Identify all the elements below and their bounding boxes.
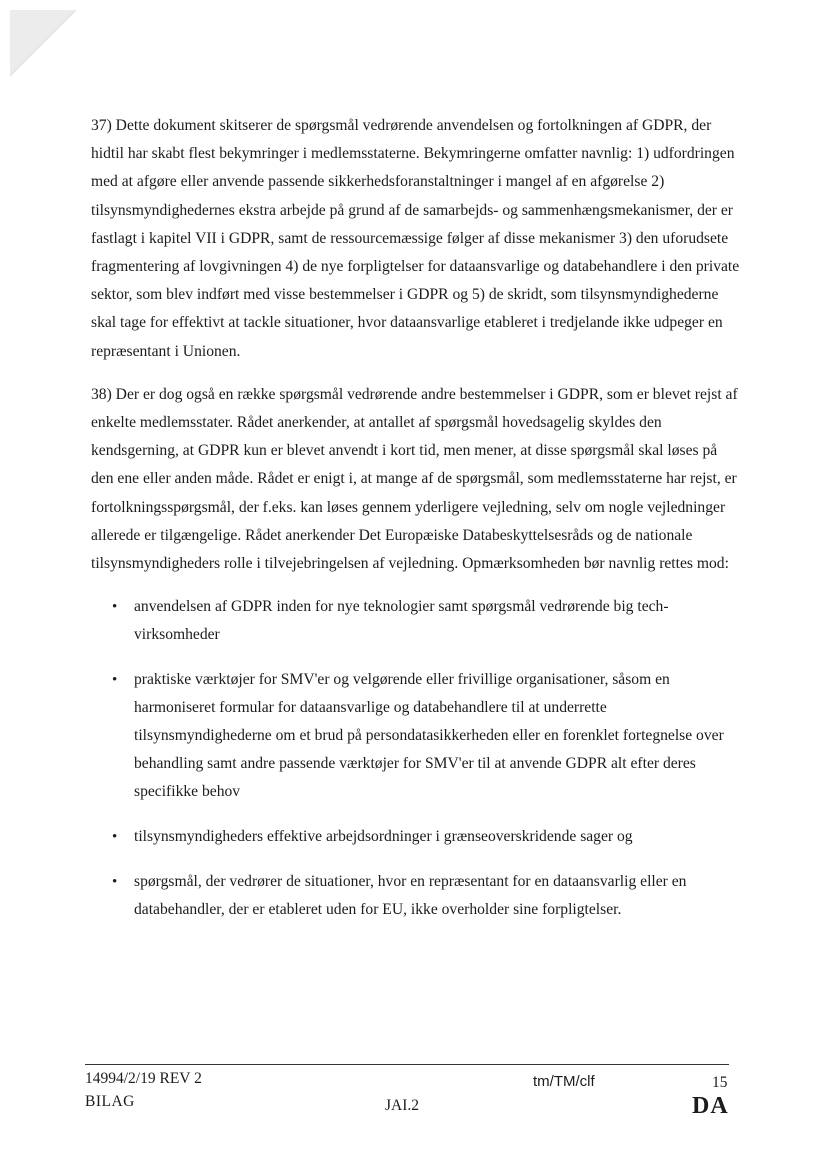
document-number: 14994/2/19 REV 2 — [85, 1070, 202, 1087]
list-item — [91, 823, 741, 851]
language-code: DA — [692, 1093, 729, 1119]
author-code: tm/TM/clf — [533, 1073, 595, 1090]
unit-label: JAI.2 — [385, 1097, 420, 1114]
list-item-text: praktiske værktøjer for SMV'er og velgørende eller frivillige organisationer, såsom en harmoniseret formular for dataansvarlige og databehandlere til at underrette tilsynsmyndighederne om et brud på persondatasikkerheden eller en forenklet fortegnelse over behandling samt andre passende værktøjer for SMV'er til at anvende GDPR alt efter deres specifikke behov — [134, 671, 724, 801]
footer-divider — [85, 1064, 729, 1065]
document-body — [91, 112, 741, 941]
paragraph-37: 37) Dette dokument skitserer de spørgsmål vedrørende anvendelsen og fortolkningen af GDPR, der hidtil har skabt flest bekymringer i medlemsstaterne. Bekymringerne omfatter navnlig: 1) udfordringen med at afgøre eller anvende passende sikkerhedsforanstaltninger i mangel af en afgørelse 2) tilsynsmyndighedernes ekstra arbejde på grund af de samarbejds- og sammenhængsmekanismer, der er fastlagt i kapitel VII i GDPR, samt de ressourcemæssige følger af disse mekanismer 3) den uforudsete fragmentering af lovgivningen 4) de nye forpligtelser for dataansvarlige og databehandlere i den private sektor, som blev indført med visse bestemmelser i GDPR og 5) de skridt, som tilsynsmyndighederne skal tage for effektivt at tackle situationer, hvor dataansvarlige etableret i tredjelande ikke udpeger en repræsentant i Unionen. — [91, 117, 740, 360]
bullet-icon: • — [112, 874, 118, 891]
list-item — [91, 666, 741, 806]
list-item — [91, 593, 741, 649]
paragraph-38: 38) Der er dog også en række spørgsmål vedrørende andre bestemmelser i GDPR, som er blevet rejst af enkelte medlemsstater. Rådet anerkender, at antallet af spørgsmål hovedsagelig skyldes den kendsgerning, at GDPR kun er blevet anvendt i kort tid, men mener, at disse spørgsmål skal løses på den ene eller anden måde. Rådet er enigt i, at mange af de spørgsmål, som medlemsstaterne har rejst, er fortolkningsspørgsmål, der f.eks. kan løses gennem yderligere vejledning, selv om nogle vejledninger allerede er tilgængelige. Rådet anerkender Det Europæiske Databeskyttelsesråds og de nationale tilsynsmyndigheders rolle i tilvejebringelsen af vejledning. Opmærksomheden bør navnlig rettes mod: — [91, 385, 738, 573]
bullet-icon: • — [112, 672, 118, 689]
bullet-list — [91, 593, 741, 924]
list-item-text: spørgsmål, der vedrører de situationer, hvor en repræsentant for en dataansvarlig eller en databehandler, der er etableret uden for EU, ikke overholder sine forpligtelser. — [134, 873, 687, 919]
bullet-icon: • — [112, 599, 118, 616]
page-number: 15 — [712, 1074, 728, 1091]
bullet-icon: • — [112, 829, 118, 846]
page-corner-fold — [0, 0, 80, 80]
list-item-text: tilsynsmyndigheders effektive arbejdsordninger i grænseoverskridende sager og — [134, 828, 633, 846]
list-item-text: anvendelsen af GDPR inden for nye teknologier samt spørgsmål vedrørende big tech-virksomheder — [134, 598, 669, 644]
annex-label: BILAG — [85, 1093, 135, 1110]
list-item — [91, 868, 741, 924]
